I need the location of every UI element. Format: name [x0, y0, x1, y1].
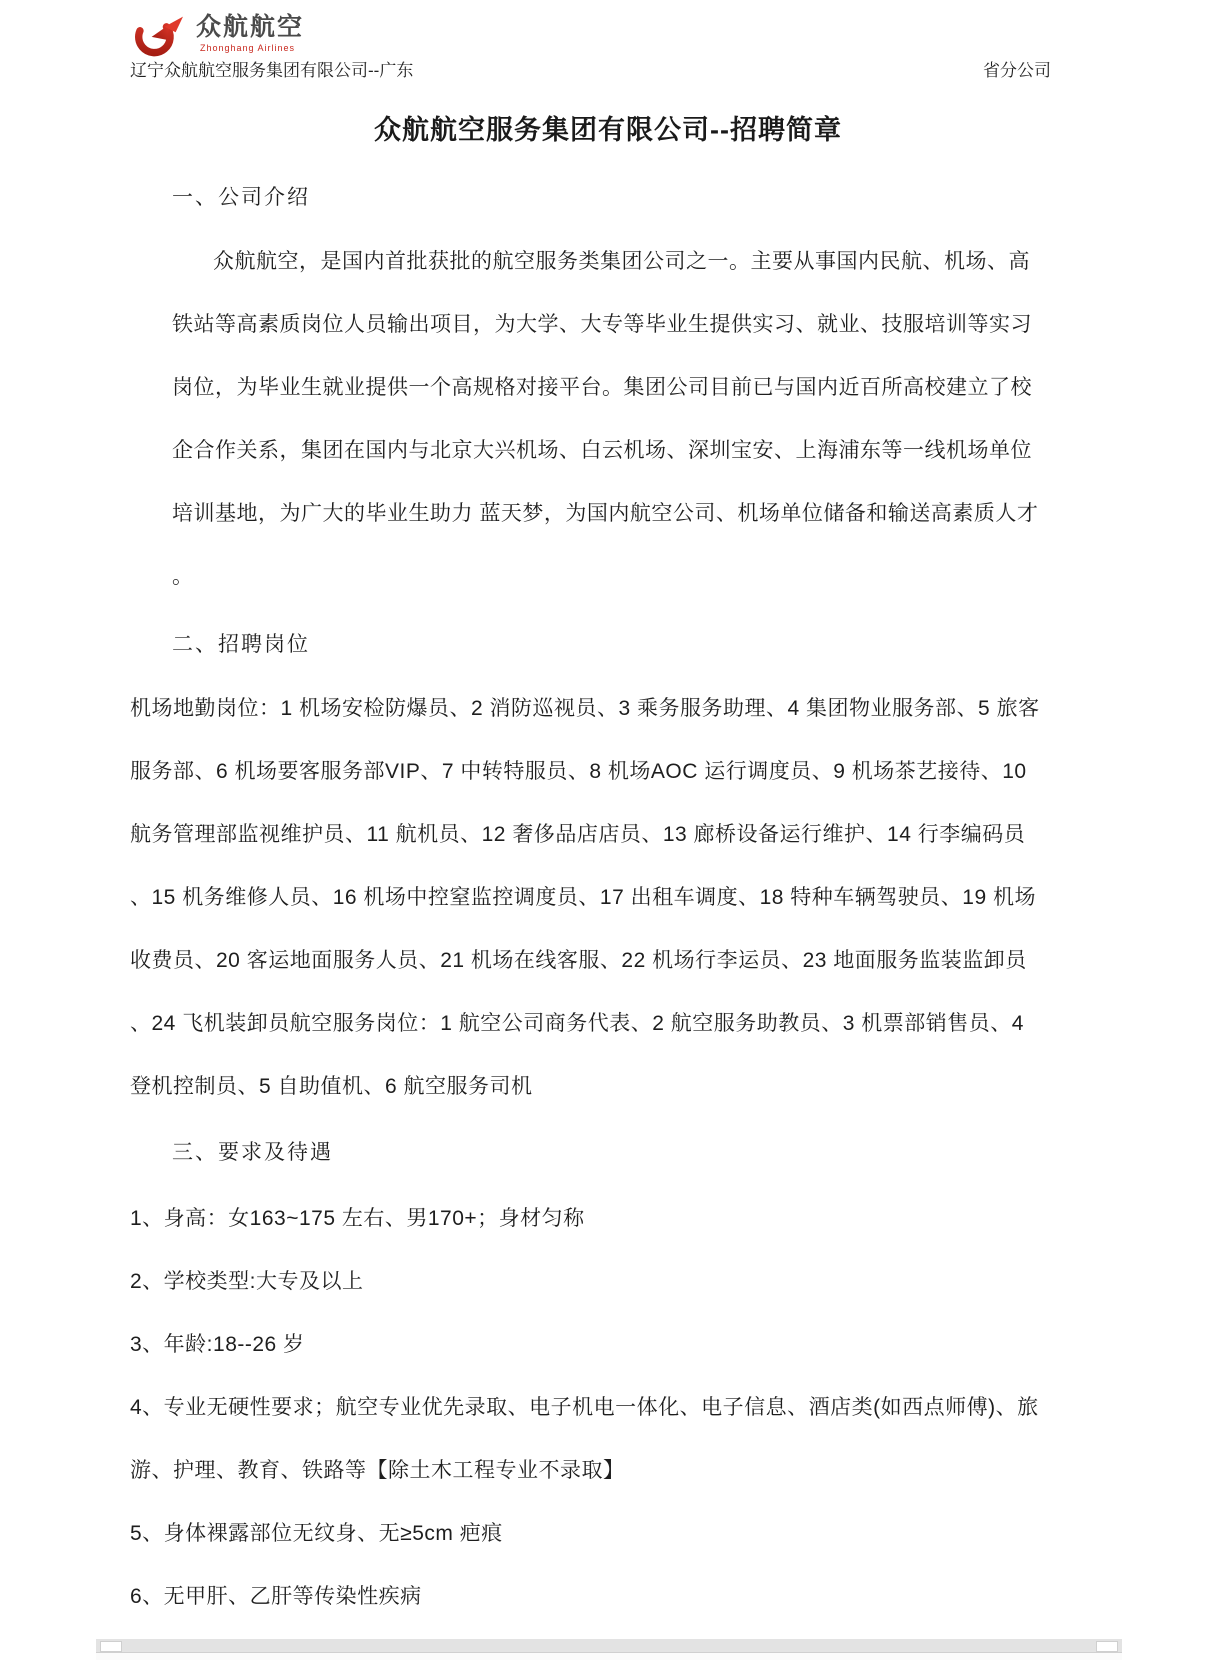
- requirements-list: [130, 1187, 1110, 1628]
- jobs-line: 收费员、20 客运地面服务人员、21 机场在线客服、22 机场行李运员、23 地面服务监装监卸员: [130, 949, 1027, 972]
- jobs-line: 航务管理部监视维护员、11 航机员、12 奢侈品店店员、13 廊桥设备运行维护、14 行李编码员: [130, 823, 1026, 846]
- airline-swirl-icon: [128, 12, 190, 60]
- jobs-line: 、24 飞机装卸员航空服务岗位：1 航空公司商务代表、2 航空服务助教员、3 机票部销售员、4: [130, 1012, 1024, 1035]
- page-gap-bar: [96, 1639, 1122, 1652]
- requirement-line: 1、身高：女163~175 左右、男170+；身材匀称: [130, 1207, 585, 1230]
- intro-line: 众航航空，是国内首批获批的航空服务类集团公司之一。主要从事国内民航、机场、高: [213, 250, 1030, 273]
- requirement-line: 游、护理、教育、铁路等【除土木工程专业不录取】: [130, 1459, 625, 1482]
- section-heading-intro: 一、公司介绍: [172, 186, 310, 209]
- jobs-paragraph: [130, 677, 1110, 1118]
- jobs-line: 登机控制员、5 自助值机、6 航空服务司机: [130, 1075, 533, 1098]
- requirement-line: 6、无甲肝、乙肝等传染性疾病: [130, 1585, 422, 1608]
- intro-line: 企合作关系，集团在国内与北京大兴机场、白云机场、深圳宝安、上海浦东等一线机场单位: [172, 439, 1032, 462]
- page-gap: [0, 1637, 1216, 1660]
- page-corner-mark-right: [1096, 1641, 1118, 1652]
- brand-name: 众航航空: [196, 13, 305, 41]
- intro-line: 。: [172, 565, 194, 588]
- intro-line: 培训基地，为广大的毕业生助力 蓝天梦，为国内航空公司、机场单位储备和输送高素质人才: [172, 502, 1039, 525]
- requirement-line: 5、身体裸露部位无纹身、无≥5cm 疤痕: [130, 1522, 503, 1545]
- requirement-line: 4、专业无硬性要求；航空专业优先录取、电子机电一体化、电子信息、酒店类(如西点师傅)、旅: [130, 1396, 1039, 1419]
- document-title: 众航航空服务集团有限公司--招聘简章: [374, 115, 842, 145]
- page-corner-mark-left: [100, 1641, 122, 1652]
- jobs-line: 机场地勤岗位：1 机场安检防爆员、2 消防巡视员、3 乘务服务助理、4 集团物业服务部、5 旅客: [130, 697, 1040, 720]
- jobs-line: 服务部、6 机场要客服务部VIP、7 中转特服员、8 机场AOC 运行调度员、9 机场茶艺接待、10: [130, 760, 1027, 783]
- header-company-right: 省分公司: [983, 61, 1051, 80]
- company-logo: [128, 12, 304, 60]
- brand-name-en: Zhonghang Airlines: [200, 43, 296, 53]
- requirement-line: 2、学校类型:大专及以上: [130, 1270, 364, 1293]
- jobs-line: 、15 机务维修人员、16 机场中控窒监控调度员、17 出租车调度、18 特种车辆驾驶员、19 机场: [130, 886, 1036, 909]
- intro-paragraph: [172, 230, 1039, 608]
- intro-line: 铁站等高素质岗位人员输出项目，为大学、大专等毕业生提供实习、就业、技服培训等实习: [172, 313, 1032, 336]
- header-company-left: 辽宁众航航空服务集团有限公司--广东: [130, 61, 414, 80]
- next-page-edge: [96, 1652, 1122, 1660]
- intro-line: 岗位，为毕业生就业提供一个高规格对接平台。集团公司目前已与国内近百所高校建立了校: [172, 376, 1032, 399]
- requirement-line: 3、年龄:18--26 岁: [130, 1333, 305, 1356]
- section-heading-jobs: 二、招聘岗位: [172, 633, 310, 656]
- section-heading-requirements: 三、要求及待遇: [172, 1141, 333, 1164]
